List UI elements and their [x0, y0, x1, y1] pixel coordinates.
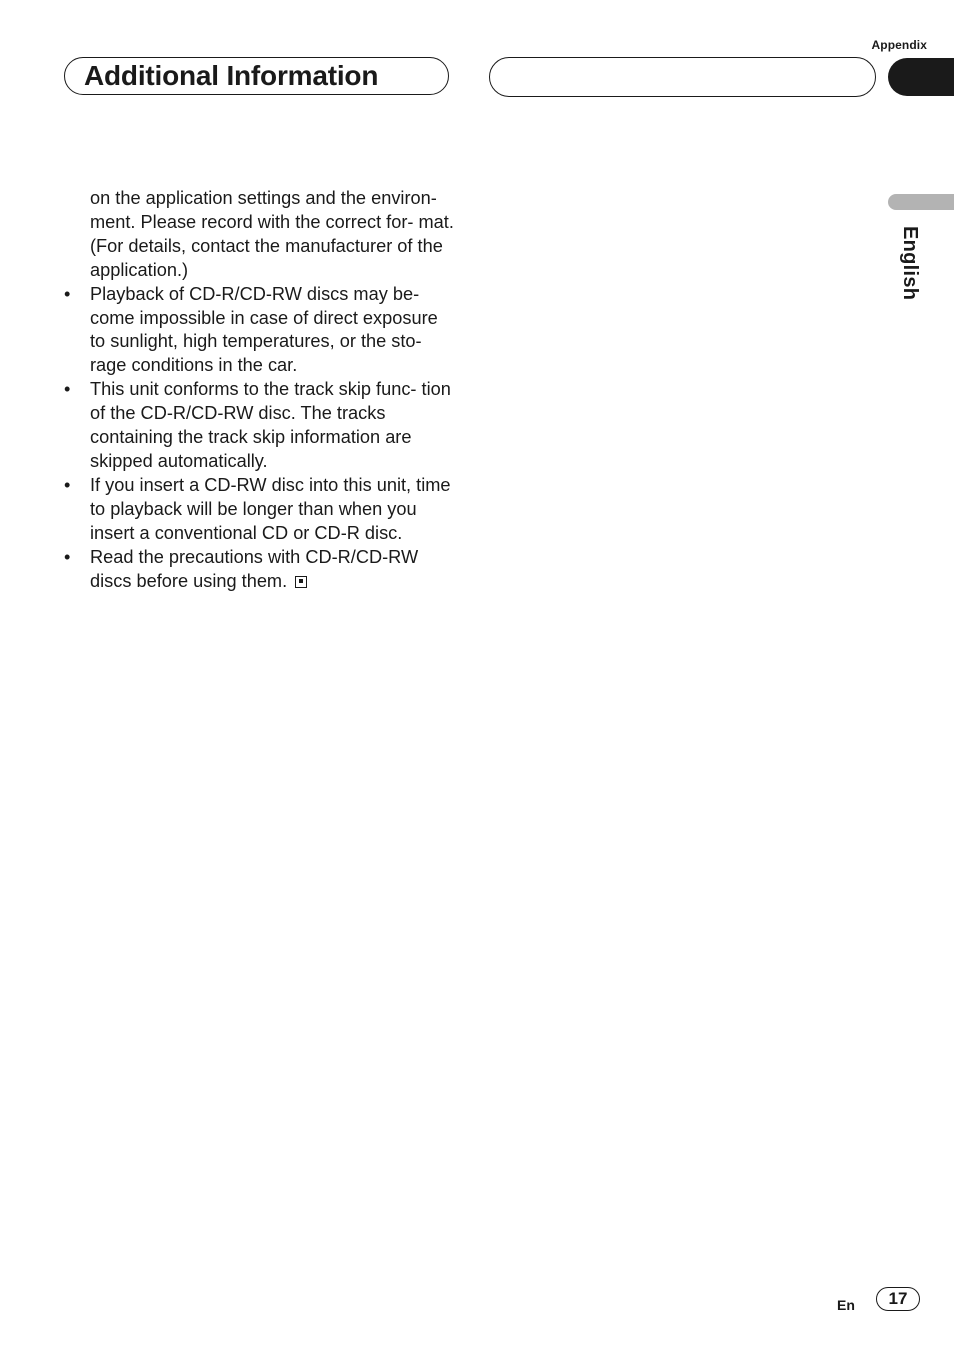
list-item-text: Read the precautions with CD-R/CD-RW discs before using them. [90, 546, 419, 591]
empty-header-frame [489, 57, 876, 97]
section-tab-marker [888, 58, 954, 96]
precautions-list [64, 283, 456, 594]
bullet-icon: • [64, 283, 71, 304]
body-column [64, 187, 456, 593]
list-item-text: Playback of CD-R/CD-RW discs may be- come impossible in case of direct exposure to sunlight, high temperatures, or the sto- rage conditions in the car. [90, 283, 438, 376]
list-item [64, 283, 456, 379]
list-item [64, 378, 456, 474]
bullet-icon: • [64, 379, 71, 400]
list-item-text: If you insert a CD-RW disc into this unit, time to playback will be longer than when you insert a conventional CD or CD-R disc. [90, 474, 451, 543]
language-tab-label: English [899, 226, 921, 301]
page-title: Additional Information [84, 60, 379, 91]
list-item [64, 546, 456, 594]
bullet-icon: • [64, 474, 71, 495]
end-of-section-square-icon [295, 576, 307, 588]
language-tab-marker [888, 194, 954, 210]
page-number: 17 [876, 1287, 920, 1311]
footer-language-code: En [837, 1297, 855, 1313]
list-item-text: This unit conforms to the track skip func- tion of the CD-R/CD-RW disc. The tracks containing the track skip information are skipped automatically. [90, 379, 451, 471]
list-item [64, 474, 456, 546]
section-label: Appendix [871, 38, 927, 52]
continued-paragraph: on the application settings and the environ- ment. Please record with the correct for- mat. (For details, contact the manufacturer of the application.) [90, 188, 454, 280]
bullet-icon: • [64, 546, 71, 567]
